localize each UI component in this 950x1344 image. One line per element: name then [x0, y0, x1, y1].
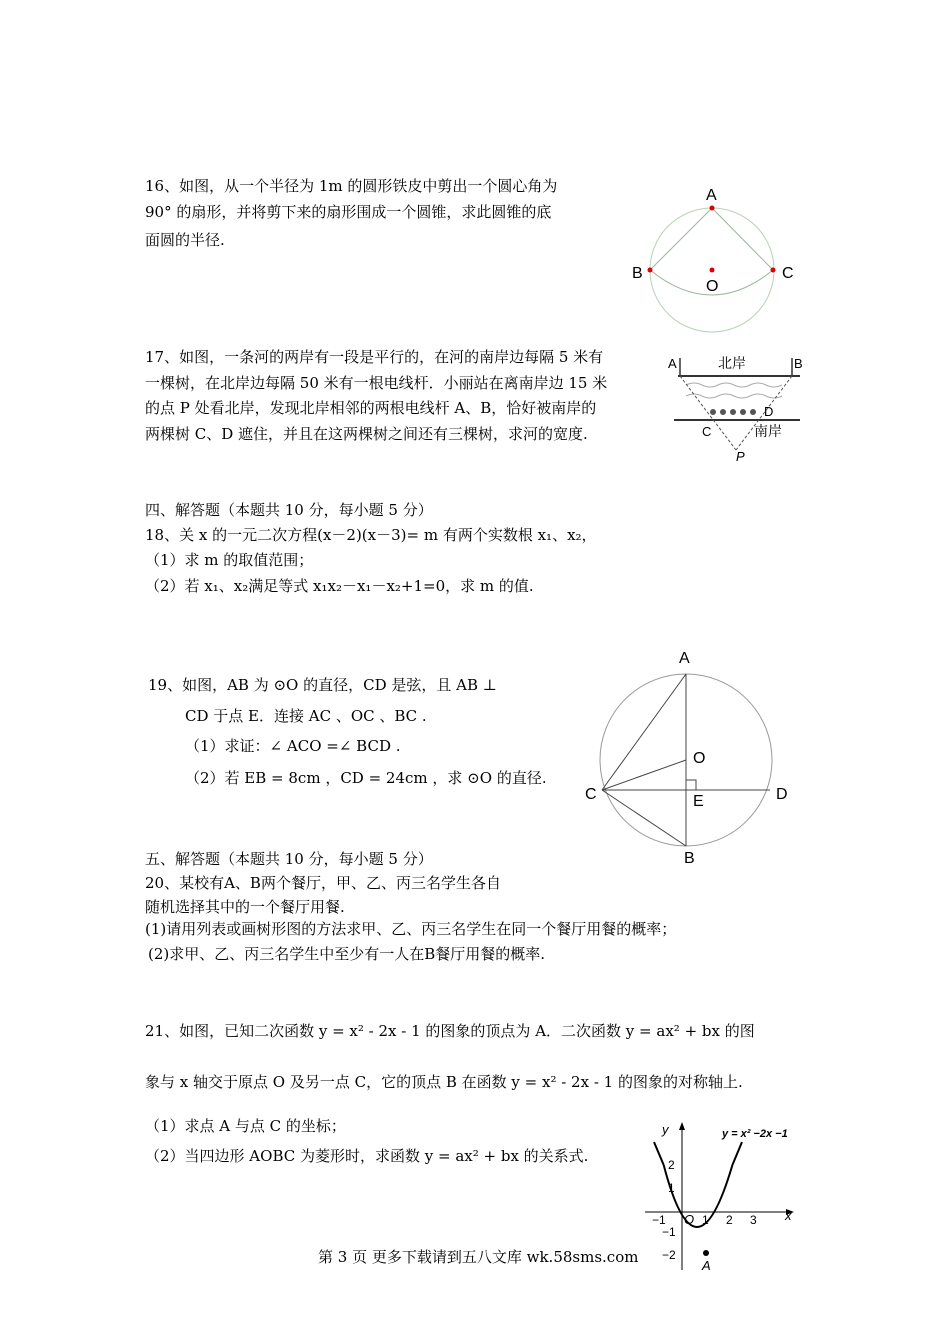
q16-line1: 16、如图，从一个半径为 1m 的圆形铁皮中剪出一个圆心角为 [145, 177, 558, 195]
q19-label-a: A [679, 650, 690, 667]
q21-y-tick: −2 [662, 1248, 676, 1262]
q16-line2: 90° 的扇形，并将剪下来的扇形围成一个圆锥，求此圆锥的底 [145, 203, 552, 221]
q17-label-north: 北岸 [718, 355, 746, 371]
q16-label-a: A [706, 187, 717, 204]
q20-line2: 随机选择其中的一个餐厅用餐. [145, 898, 345, 916]
sec5-title: 五、解答题（本题共 10 分，每小题 5 分） [145, 850, 433, 868]
q16-label-b: B [632, 265, 643, 282]
page-footer: 第 3 页 更多下载请到五八文库 wk.58sms.com [318, 1248, 639, 1266]
q21-x-tick: −1 [652, 1213, 666, 1227]
q21-y-axis-label: y [662, 1122, 669, 1137]
q18-line1: 18、关 x 的一元二次方程(x－2)(x－3)= m 有两个实数根 x₁、x₂， [145, 526, 597, 544]
q17-line1: 17、如图，一条河的两岸有一段是平行的，在河的南岸边每隔 5 米有 [145, 348, 604, 366]
q21-y-tick: 2 [668, 1158, 675, 1172]
q21-line1: 21、如图，已知二次函数 y = x² - 2x - 1 的图象的顶点为 A．二次函数 y = ax² + bx 的图 [145, 1022, 755, 1040]
q20-line3: (1)请用列表或画树形图的方法求甲、乙、丙三名学生在同一个餐厅用餐的概率； [145, 920, 677, 938]
q19-label-o: O [693, 750, 706, 767]
q17-label-south: 南岸 [754, 423, 782, 439]
q20-line4: (2)求甲、乙、丙三名学生中至少有一人在B餐厅用餐的概率. [148, 945, 546, 963]
q17-line3: 的点 P 处看北岸，发现北岸相邻的两根电线杆 A、B，恰好被南岸的 [145, 399, 597, 417]
q21-graph [640, 1120, 810, 1275]
q16-figure [620, 180, 810, 340]
q21-line2: 象与 x 轴交于原点 O 及另一点 C，它的顶点 B 在函数 y = x² - 2x - 1 的图象的对称轴上. [145, 1073, 743, 1091]
q17-figure [666, 350, 808, 465]
q20-line1: 20、某校有A、B两个餐厅，甲、乙、丙三名学生各自 [145, 874, 501, 892]
q19-label-d: D [776, 786, 788, 803]
sec4-title: 四、解答题（本题共 10 分，每小题 5 分） [145, 501, 433, 519]
q19-figure [580, 645, 795, 870]
q19-line1: 19、如图，AB 为 ⊙O 的直径，CD 是弦，且 AB ⊥ [148, 676, 497, 694]
q16-label-o: O [706, 278, 719, 295]
q17-label-p: P [736, 449, 745, 464]
q19-label-e: E [693, 793, 704, 810]
q21-y-tick: −1 [662, 1225, 676, 1239]
q21-equation-label: y = x² −2x −1 [722, 1128, 788, 1140]
q18-line2: （1）求 m 的取值范围； [145, 551, 314, 569]
q17-label-b: B [794, 356, 803, 371]
q21-line3: （1）求点 A 与点 C 的坐标； [145, 1117, 346, 1135]
q17-line2: 一棵树，在北岸边每隔 50 米有一根电线杆．小丽站在离南岸边 15 米 [145, 374, 608, 392]
q16-label-c: C [782, 265, 794, 282]
q21-line4: （2）当四边形 AOBC 为菱形时，求函数 y = ax² + bx 的关系式. [145, 1147, 589, 1165]
q17-label-d: D [764, 404, 774, 419]
q19-line3: （1）求证：∠ ACO =∠ BCD . [185, 737, 401, 755]
q21-vertex-label: A [702, 1258, 711, 1273]
q16-line3: 面圆的半径. [145, 231, 225, 249]
q21-origin-label: O [684, 1212, 695, 1227]
q21-x-tick: 3 [750, 1213, 757, 1227]
q17-line4: 两棵树 C、D 遮住，并且在这两棵树之间还有三棵树，求河的宽度. [145, 425, 588, 443]
q21-x-tick: 1 [702, 1213, 709, 1227]
q19-line4: （2）若 EB = 8cm ，CD = 24cm ，求 ⊙O 的直径. [185, 769, 547, 787]
q17-label-c: C [702, 424, 712, 439]
q19-line2: CD 于点 E．连接 AC 、OC 、BC . [185, 707, 427, 725]
q17-label-a: A [668, 356, 677, 371]
q19-label-b: B [684, 850, 695, 867]
q19-label-c: C [585, 786, 597, 803]
q18-line3: （2）若 x₁、x₂满足等式 x₁x₂－x₁－x₂+1=0，求 m 的值. [145, 577, 534, 595]
q21-y-tick: 1 [668, 1181, 675, 1195]
q21-x-tick: 2 [726, 1213, 733, 1227]
q21-x-axis-label: x [785, 1208, 792, 1223]
